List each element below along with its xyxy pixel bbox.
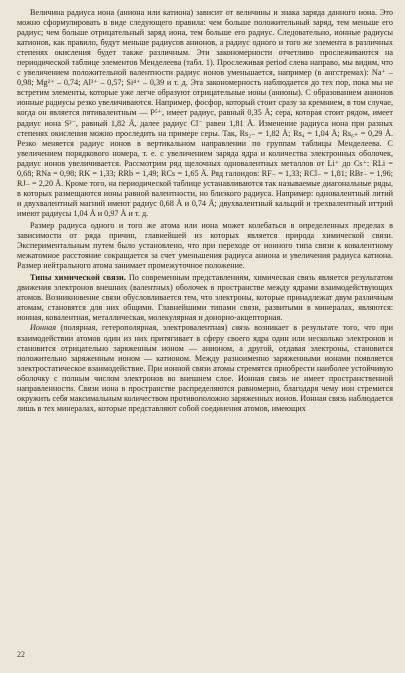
section-heading-bond-types: Типы химической связи. — [30, 273, 126, 283]
paragraph-bond-types-text: По современным представлениям, химическая связь является результатом движения электронов внешних (валентных) оболочек в пространстве между ядрами взаимодействующих атомов. Возникновение связи обусловливается тем, что электроны, которые принадлежат двум различным атомам, становятся для них общими. Главнейшими типами связи, развитыми в минералах, являются: ионная, ковалентная, металлическая, молекулярная и донорно-акцепторная. — [17, 273, 393, 323]
page-number: 22 — [17, 650, 25, 659]
paragraph-bond-types — [17, 273, 393, 323]
term-ionic-synonyms: (полярная, гетерополярная, электровалентная) — [56, 323, 232, 333]
paragraph-ionic-bond — [17, 323, 393, 413]
paragraph-radius-variation: Размер радиуса одного и того же атома или иона может колебаться в определенных пределах в зависимости от ряда причин, главнейшей из которых является природа химической связи. Экспериментальным путем было установлено, что при переходе от ионного типа связи к ковалентному межатомное расстояние сокращается за счет уменьшения радиуса аниона и увеличения радиуса катиона. Размер нейтрального атома занимает промежуточное положение. — [17, 220, 393, 271]
term-ionic: Ионная — [30, 323, 57, 333]
term-bond: связь — [231, 323, 250, 333]
paragraph-ionic-bond-text: возникает в результате того, что при взаимодействии атомов один из них притягивает в сферу своего ядра один или несколько электронов и становится отрицательно заряженным ионом — анионом, а другой, отдавая электроны, становится положительно заряженным ионом — катионом. Между разноименно заряженными ионами появляется электростатическое взаимодействие. При ионной связи атомы стремятся приобрести наиболее устойчивую оболочку с полным числом электронов во внешнем слое. Ионная связь не имеет пространственной направленности. Связи иона в пространстве распределяются равномерно, благодаря чему ион стремится окружить себя максимальным количеством противоположно заряженных ионов. Ионная связь наблюдается лишь в тех минералах, которые представляют собой соединения атомов, имеющих — [17, 323, 393, 413]
paragraph-ionic-radius: Величина радиуса иона (аниона или катиона) зависит от величины и знака заряда данного иона. Это можно сформулировать в виде следующего правила: чем больше положительный заряд, тем меньше его радиус; чем больше отрицательный заряд иона, тем больше его радиус. Следовательно, ионные радиусы катионов, как правило, будут меньше радиусов анионов, а радиус одного и того же элемента в различных степенях окисления будет также различным. Эти закономерности отчетливо прослеживаются на периодической таблице элементов Менделеева (табл. 1). Прослеживая period слева направо, мы видим, что с увеличением положительной валентности радиус ионов уменьшается, например (в ангстремах): Na⁺ – 0,98; Mg²⁺ – 0,74; Al³⁺ – 0,57; Si⁴⁺ – 0,39 и т. д. Эта закономерность наблюдается до тех пор, пока мы не встретим элементы, которые уже легче образуют отрицательные ионы (анионы). С образованием анионов ионные радиусы резко увеличиваются. Например, фосфор, который стоит сразу за кремнием, в том случае, когда он является пятивалентным — P⁵⁺, имеет радиус, равный 0,35 Å; сера, которая стоит рядом, имеет радиус иона S²⁻, равный 1,82 Å, далее радиус Cl⁻ равен 1,81 Å. Изменение радиуса иона при разных степенях окисления можно проследить на примере серы. Так, Rs₂₋ = 1,82 Å; Rs₄ = 1,04 Å; Rs₆₊ = 0,29 Å. Резко меняется радиус ионов в вертикальном направлении по группам таблицы Менделеева. С увеличением порядкового номера, т. е. с увеличением заряда ядра и количества электронных оболочек, радиус ионов увеличивается. Рассмотрим ряд щелочных одновалентных металлов от Li⁺ до Cs⁺: RLi = 0,68; RNa = 0,98; RK = 1,33; RRb = 1,49; RCs = 1,65 Å. Ряд галоидов: RF₋ = 1,33; RCl₋ = 1,81; RBr₋ = 1,96; RJ₋ = 2,20 Å. Кроме того, на периодической таблице устанавливаются так называемые диагональные ряды, в которых размещаются ионы равной валентности, но близкого радиуса. Например: одновалентный литий и двухвалентный магний имеют радиус 0,68 Å и 0,74 Å; двухвалентный кальций и трехвалентный иттрий имеют радиусы 1,04 Å и 0,97 Å и т. д. — [17, 8, 393, 218]
